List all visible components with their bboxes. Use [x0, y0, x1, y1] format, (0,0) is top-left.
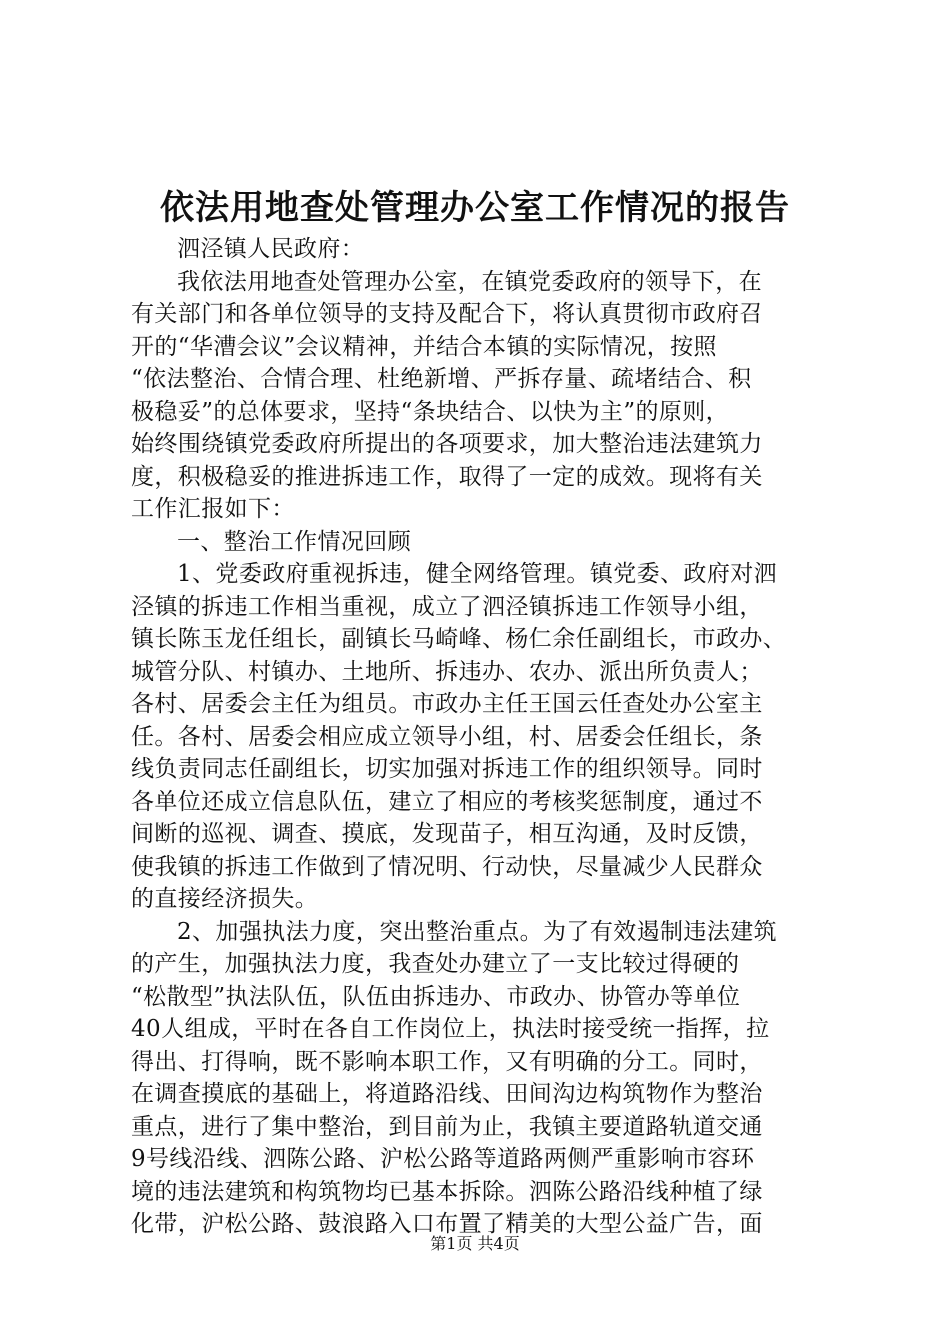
paragraph-line: 重点，进行了集中整治，到目前为止，我镇主要道路轨道交通 — [131, 1113, 763, 1140]
paragraph-line: 2、加强执法力度，突出整治重点。为了有效遏制违法建筑 — [177, 918, 778, 945]
paragraph-line: 泾镇的拆违工作相当重视，成立了泗泾镇拆违工作领导小组， — [131, 593, 763, 620]
paragraph-line: 极稳妥”的总体要求，坚持“条块结合、以快为主”的原则， — [131, 398, 730, 425]
paragraph-line: 城管分队、村镇办、土地所、拆违办、农办、派出所负责人； — [131, 658, 763, 685]
paragraph-line: 间断的巡视、调查、摸底，发现苗子，相互沟通，及时反馈， — [131, 821, 763, 847]
paragraph-line: 我依法用地查处管理办公室，在镇党委政府的领导下，在 — [177, 268, 762, 295]
paragraph-line: “依法整治、合情合理、杜绝新增、严拆存量、疏堵结合、积 — [131, 366, 752, 392]
paragraph-line: 开的“华漕会议”会议精神，并结合本镇的实际情况，按照 — [131, 333, 717, 360]
paragraph-line: 的产生，加强执法力度，我查处办建立了一支比较过得硬的 — [131, 951, 740, 977]
paragraph-line: 度，积极稳妥的推进拆违工作，取得了一定的成效。现将有关 — [131, 463, 763, 490]
paragraph-line: 9号线沿线、泗陈公路、沪松公路等道路两侧严重影响市容环 — [131, 1146, 755, 1172]
paragraph-line: “松散型”执法队伍，队伍由拆违办、市政办、协管办等单位 — [131, 983, 741, 1010]
paragraph-line: 化带，沪松公路、鼓浪路入口布置了精美的大型公益广告，面 — [131, 1211, 763, 1237]
paragraph-line: 40人组成，平时在各自工作岗位上，执法时接受统一指挥，拉 — [131, 1016, 770, 1042]
salutation-line: 泗泾镇人民政府： — [177, 236, 365, 262]
paragraph-line: 1、党委政府重视拆违，健全网络管理。镇党委、政府对泗 — [177, 561, 778, 587]
paragraph-line: 镇长陈玉龙任组长，副镇长马崎峰、杨仁余任副组长，市政办、 — [131, 626, 787, 652]
paragraph-line: 线负责同志任副组长，切实加强对拆违工作的组织领导。同时 — [131, 756, 763, 782]
paragraph-line: 在调查摸底的基础上，将道路沿线、田间沟边构筑物作为整治 — [131, 1081, 763, 1107]
paragraph-line: 各村、居委会主任为组员。市政办主任王国云任查处办公室主 — [131, 691, 763, 717]
paragraph-line: 工作汇报如下： — [131, 496, 295, 522]
paragraph-line: 使我镇的拆违工作做到了情况明、行动快，尽量减少人民群众 — [131, 853, 763, 880]
section-heading: 一、整治工作情况回顾 — [177, 528, 411, 555]
paragraph-line: 任。各村、居委会相应成立领导小组，村、居委会任组长，条 — [131, 723, 763, 750]
paragraph-line: 的直接经济损失。 — [131, 886, 319, 912]
paragraph-line: 境的违法建筑和构筑物均已基本拆除。泗陈公路沿线种植了绿 — [131, 1178, 763, 1205]
paragraph-line: 得出、打得响，既不影响本职工作，又有明确的分工。同时， — [131, 1048, 763, 1075]
document-title: 依法用地查处管理办公室工作情况的报告 — [160, 188, 790, 228]
paragraph-line: 始终围绕镇党委政府所提出的各项要求，加大整治违法建筑力 — [131, 431, 763, 457]
document-body — [131, 233, 831, 1241]
paragraph-line: 各单位还成立信息队伍，建立了相应的考核奖惩制度，通过不 — [131, 788, 763, 815]
page-number-footer: 第1页 共4页 — [430, 1234, 520, 1253]
paragraph-line: 有关部门和各单位领导的支持及配合下，将认真贯彻市政府召 — [131, 301, 763, 327]
